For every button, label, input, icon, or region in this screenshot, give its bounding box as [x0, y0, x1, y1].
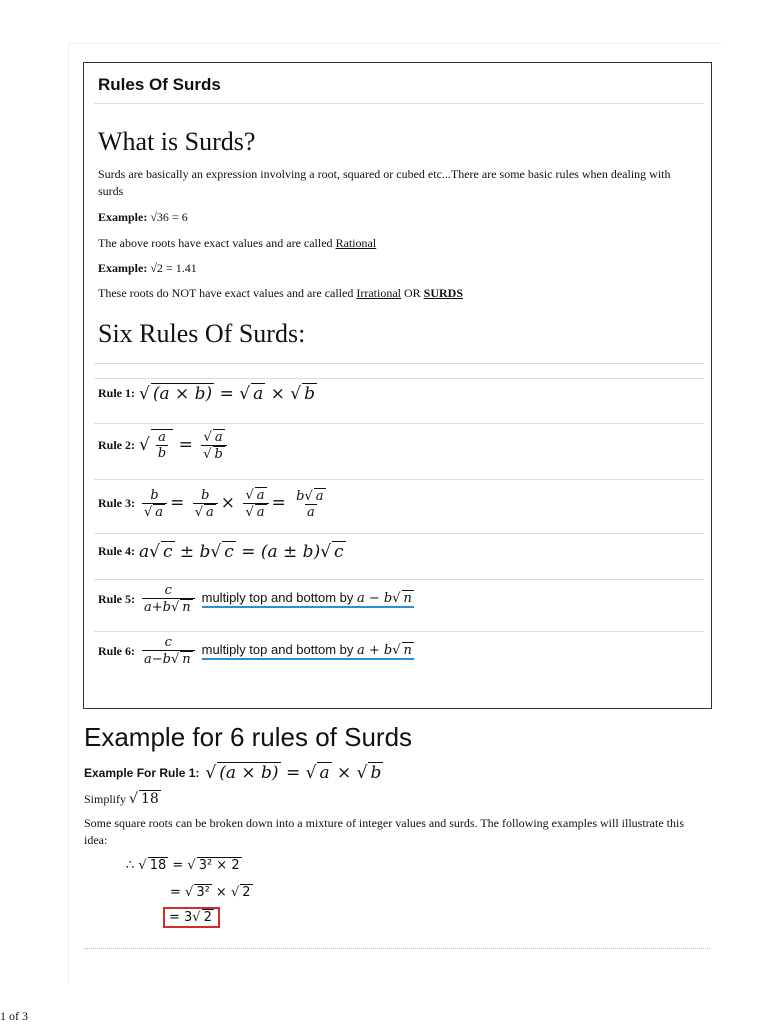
divider [94, 579, 704, 580]
rule-label: Rule 1: [98, 386, 135, 400]
divider [94, 363, 704, 364]
rule-label: Rule 3: [98, 496, 135, 510]
rule-label: Rule 5: [98, 591, 135, 606]
rule-5-note: multiply top and bottom by a − b√ n [201, 590, 412, 606]
example-label: Example: [98, 261, 148, 275]
rational-word: Rational [335, 236, 377, 250]
rule-1 [98, 383, 317, 404]
example-rule-1-label: Example For Rule 1: [84, 765, 200, 780]
simplify-text: Simplify [84, 792, 127, 806]
example-rule-1-formula: √ (a × b) = √ a × √ b [205, 763, 382, 783]
rule-6 [98, 635, 414, 667]
examples-title: Example for 6 rules of Surds [84, 722, 413, 752]
dotted-divider [84, 948, 710, 949]
rule-2-formula: √ $\frac{a}{b}$ = $\frac{√ a}{√ b}$ [139, 429, 230, 462]
divider [94, 103, 704, 104]
heading-what-is-surds: What is Surds? [98, 127, 256, 156]
divider [94, 423, 704, 424]
rational-line [98, 235, 376, 252]
work-line-3 [163, 909, 220, 925]
divider [94, 631, 704, 632]
rule-1-formula: √ (a × b) = √ a × √ b [139, 384, 315, 404]
example-label: Example: [98, 210, 148, 224]
divider [94, 378, 704, 379]
rule-6-note: multiply top and bottom by a + b√ n [201, 642, 412, 658]
rule-5-note-text: multiply top and bottom by [201, 590, 354, 605]
example-2 [98, 260, 197, 277]
divider [94, 533, 704, 534]
example-1-expr: √36 = 6 [150, 210, 188, 224]
intro-text: Surds are basically an expression involving a root, squared or cubed etc...There are some basic rules when dealing with surds [98, 167, 671, 198]
rule-3-formula: $\frac{b}{√ a}$ = $\frac{b}{√ a}$ × $\frac{√ a}{√ a}$ = $\frac{b√ a}{a}$ [144, 487, 324, 520]
irrational-word: Irrational [356, 286, 401, 300]
divider [94, 479, 704, 480]
rule-6-note-text: multiply top and bottom by [201, 642, 354, 657]
rule-5 [98, 583, 414, 615]
rule-4-formula: a√ c ± b√ c = (a ± b)√ c [139, 542, 344, 562]
simplify-line [84, 790, 161, 808]
or-text: OR [401, 286, 424, 300]
rule-4 [98, 541, 346, 562]
rule-label: Rule 2: [98, 438, 135, 452]
rational-text: The above roots have exact values and are called [98, 236, 336, 250]
box-title: Rules Of Surds [98, 75, 221, 94]
rules-box [83, 62, 712, 709]
rule-label: Rule 6: [98, 643, 135, 658]
work-line-2: = √ 3² × √ 2 [170, 885, 251, 900]
work-line-1: ∴ √ 18 = √ 3² × 2 [126, 858, 240, 873]
rule-3 [98, 487, 331, 520]
explain-text: Some square roots can be broken down into a mixture of integer values and surds. The following examples will illustrate this idea: [84, 816, 684, 847]
irrational-line [98, 285, 463, 302]
rule-2 [98, 429, 230, 462]
surds-word: SURDS [423, 286, 464, 300]
rule-6-formula: $\frac{c}{a-b√ n}$ [139, 635, 198, 667]
rule-label: Rule 4: [98, 544, 135, 558]
irrational-text: These roots do NOT have exact values and are called [98, 286, 357, 300]
example-rule-1 [84, 762, 383, 783]
example-1 [98, 209, 188, 226]
page-number: 1 of 3 [0, 1009, 28, 1023]
answer-box: = 3√ 2 [163, 907, 220, 928]
heading-six-rules: Six Rules Of Surds: [98, 319, 306, 348]
example-2-expr: √2 = 1.41 [150, 261, 197, 275]
rule-5-formula: $\frac{c}{a+b√ n}$ [139, 583, 198, 615]
simplify-expr: √ 18 [129, 791, 159, 807]
